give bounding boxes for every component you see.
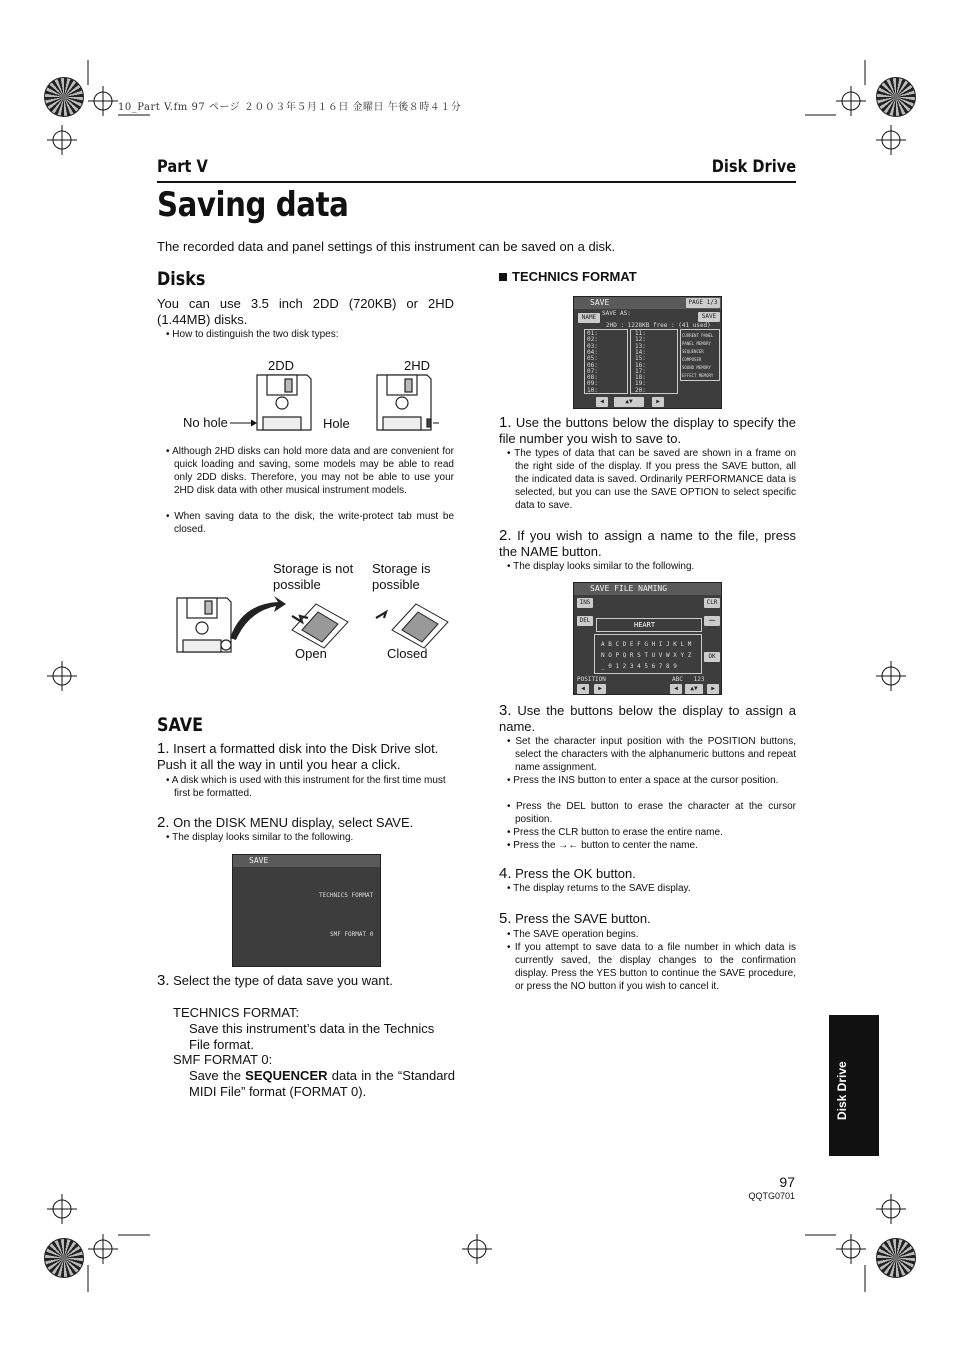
char-left-button[interactable]: ◀ bbox=[670, 684, 682, 694]
name-field[interactable] bbox=[596, 618, 702, 632]
step-number: 2. bbox=[157, 814, 170, 831]
smf-desc-post: data in the “Standard MIDI File” format (FORMAT 0). bbox=[189, 1068, 455, 1099]
save-step-3 bbox=[157, 973, 457, 989]
position-right-button[interactable]: ▶ bbox=[594, 684, 606, 694]
technics-step-5-note-1: • The SAVE operation begins. bbox=[507, 929, 639, 940]
file-slot[interactable]: 20: bbox=[635, 386, 646, 394]
file-slot[interactable]: 02: bbox=[587, 336, 598, 344]
scroll-right-button[interactable]: ▶ bbox=[652, 397, 664, 407]
technics-heading-text: TECHNICS FORMAT bbox=[512, 269, 637, 284]
clr-button[interactable]: CLR bbox=[704, 598, 720, 608]
save-step-1 bbox=[157, 741, 457, 772]
file-slot[interactable]: 10: bbox=[587, 386, 598, 394]
running-head: 10_Part V.fm 97 ページ ２００３年５月１６日 金曜日 午後８時４１分 bbox=[118, 102, 462, 113]
smf-format-label: SMF FORMAT 0: bbox=[173, 1052, 273, 1067]
technics-heading bbox=[499, 269, 637, 284]
file-slot[interactable]: 15: bbox=[635, 355, 646, 363]
position-left-button[interactable]: ◀ bbox=[577, 684, 589, 694]
step-text: Press the OK button. bbox=[515, 866, 636, 881]
name-button[interactable]: NAME bbox=[578, 313, 600, 323]
data-type: SEQUENCER bbox=[682, 349, 704, 354]
step-text: Use the buttons below the display to specify the file number you wish to save to. bbox=[499, 415, 796, 446]
file-slot[interactable]: 16: bbox=[635, 361, 646, 369]
label-2dd: 2DD bbox=[268, 358, 295, 373]
technics-step-3-note-4: • Press the CLR button to erase the entire name. bbox=[507, 827, 723, 838]
smf-format-desc bbox=[189, 1068, 455, 1100]
disks-heading: Disks bbox=[157, 268, 206, 290]
save-step-2-note: • The display looks similar to the following. bbox=[166, 832, 354, 843]
data-type: PANEL MEMORY bbox=[682, 341, 711, 346]
file-slot[interactable]: 14: bbox=[635, 348, 646, 356]
file-slot[interactable]: 09: bbox=[587, 380, 598, 388]
char-row[interactable]: _ 0 1 2 3 4 5 6 7 8 9 bbox=[601, 663, 677, 670]
step-text: Press the SAVE button. bbox=[515, 911, 651, 926]
save-step-1-note: • A disk which is used with this instrument for the first time must first be formatted. bbox=[166, 775, 446, 799]
scroll-updown-button[interactable]: ▲▼ bbox=[614, 397, 644, 407]
file-list-left bbox=[584, 329, 628, 394]
step-number: 1. bbox=[499, 414, 512, 431]
step-number: 5. bbox=[499, 910, 512, 927]
save-menu-screen bbox=[232, 854, 381, 967]
screen-title: SAVE bbox=[233, 855, 380, 867]
technics-step-3-note-1: • Set the character input position with the POSITION buttons, select the characters with the alphanumeric buttons and repeat name assignment. bbox=[507, 736, 796, 773]
doc-code: QQTG0701 bbox=[748, 1191, 795, 1201]
technics-format-label: TECHNICS FORMAT: bbox=[173, 1005, 300, 1020]
file-slot[interactable]: 08: bbox=[587, 374, 598, 382]
file-list-right bbox=[630, 329, 678, 394]
label-storage-not-2: possible bbox=[273, 577, 321, 592]
chapter-label: Disk Drive bbox=[711, 157, 796, 177]
label-2hd: 2HD bbox=[404, 358, 431, 373]
file-slot[interactable]: 18: bbox=[635, 374, 646, 382]
disks-bullet-1: • Although 2HD disks can hold more data and are convenient for quick loading and saving, some models may be able to read only 2DD disks. Therefore, you may not be able to use your 2HD disk data with other musical instrument models. bbox=[166, 446, 454, 496]
technics-step-3-note-3: • Press the DEL button to erase the character at the cursor position. bbox=[507, 801, 796, 825]
side-tab-label: Disk Drive bbox=[835, 1061, 849, 1120]
file-slot[interactable]: 19: bbox=[635, 380, 646, 388]
technics-step-3 bbox=[499, 703, 796, 734]
technics-step-5-note-2: • If you attempt to save data to a file number in which data is currently saved, the display changes to the confirmation display. Press the YES button to continue the SAVE procedure, or press the NO button if you wish to cancel it. bbox=[507, 942, 796, 992]
file-slot[interactable]: 03: bbox=[587, 342, 598, 350]
label-hole: Hole bbox=[323, 416, 350, 431]
screen-option-smf: SMF FORMAT 0 bbox=[330, 931, 374, 938]
file-slot[interactable]: 11: bbox=[635, 330, 646, 337]
technics-step-1-note: • The types of data that can be saved are shown in a frame on the right side of the display. If you press the SAVE button, all the indicated data is saved. Ordinarily PERFORMANCE data is selected, but you can use the SAVE OPTION to select specific data to save. bbox=[507, 448, 796, 511]
char-row[interactable]: N O P Q R S T U V W X Y Z bbox=[601, 652, 692, 659]
file-naming-screen bbox=[573, 582, 722, 695]
screen-option-technics: TECHNICS FORMAT bbox=[319, 892, 374, 899]
technics-format-desc: Save this instrument’s data in the Technics File format. bbox=[189, 1021, 435, 1052]
char-updown-button[interactable]: ▲▼ bbox=[685, 684, 703, 694]
data-type: CURRENT PANEL bbox=[682, 333, 714, 338]
step-number: 3. bbox=[499, 702, 512, 719]
ok-button[interactable]: OK bbox=[704, 652, 720, 662]
save-button[interactable]: SAVE bbox=[698, 312, 720, 322]
disks-paragraph: You can use 3.5 inch 2DD (720KB) or 2HD (1.44MB) disks. bbox=[157, 296, 454, 327]
step-text: If you wish to assign a name to the file, press the NAME button. bbox=[499, 528, 796, 559]
technics-step-5 bbox=[499, 911, 796, 927]
header-rule bbox=[157, 181, 796, 183]
label-open: Open bbox=[295, 646, 327, 661]
file-slot[interactable]: 04: bbox=[587, 348, 598, 356]
smf-desc-bold: SEQUENCER bbox=[245, 1068, 328, 1083]
label-closed: Closed bbox=[387, 646, 428, 661]
data-type-frame bbox=[680, 329, 720, 381]
part-label: Part V bbox=[157, 157, 208, 177]
technics-step-1 bbox=[499, 415, 796, 446]
char-right-button[interactable]: ▶ bbox=[707, 684, 719, 694]
technics-step-4-note: • The display returns to the SAVE display. bbox=[507, 883, 691, 894]
file-slot[interactable]: 12: bbox=[635, 336, 646, 344]
file-slot[interactable]: 06: bbox=[587, 361, 598, 369]
data-type: SOUND MEMORY bbox=[682, 365, 711, 370]
step-text: On the DISK MENU display, select SAVE. bbox=[173, 815, 414, 830]
name-value: HEART bbox=[634, 621, 656, 629]
del-button[interactable]: DEL bbox=[577, 616, 593, 626]
data-type: EFFECT MEMORY bbox=[682, 373, 714, 378]
page-indicator: PAGE 1/3 bbox=[686, 298, 720, 308]
technics-step-2 bbox=[499, 528, 796, 559]
technics-save-screen bbox=[573, 296, 722, 409]
page-number: 97 bbox=[779, 1174, 795, 1190]
technics-step-2-note: • The display looks similar to the following. bbox=[507, 561, 695, 572]
label-no-hole: No hole bbox=[183, 415, 228, 430]
data-type: COMPOSER bbox=[682, 357, 702, 362]
disks-bullet-2: • When saving data to the disk, the write-protect tab must be closed. bbox=[166, 511, 454, 535]
scroll-left-button[interactable]: ◀ bbox=[596, 397, 608, 407]
page-title: Saving data bbox=[157, 185, 349, 225]
step-number: 3. bbox=[157, 972, 170, 989]
step-text: Select the type of data save you want. bbox=[173, 973, 393, 988]
disks-note: • How to distinguish the two disk types: bbox=[166, 329, 339, 340]
technics-step-3-note-2: • Press the INS button to enter a space at the cursor position. bbox=[507, 775, 779, 786]
screen-title: SAVE bbox=[574, 297, 721, 309]
save-as-label: SAVE AS: bbox=[602, 310, 631, 317]
screen-title: SAVE FILE NAMING bbox=[574, 583, 721, 595]
label-storage-not-1: Storage is not bbox=[273, 561, 354, 576]
file-slot[interactable]: 13: bbox=[635, 342, 646, 350]
file-slot[interactable]: 07: bbox=[587, 367, 598, 375]
step-text: Insert a formatted disk into the Disk Drive slot. Push it all the way in until you hear a click. bbox=[157, 741, 439, 772]
abc-123-label: ABC 123 bbox=[672, 676, 705, 683]
intro-text: The recorded data and panel settings of this instrument can be saved on a disk. bbox=[157, 239, 616, 254]
file-slot[interactable]: 17: bbox=[635, 367, 646, 375]
smf-desc-pre: Save the bbox=[189, 1068, 246, 1083]
save-heading: SAVE bbox=[157, 714, 204, 736]
position-label: POSITION bbox=[577, 676, 606, 683]
label-storage-ok-2: possible bbox=[372, 577, 420, 592]
square-bullet-icon bbox=[499, 273, 507, 281]
technics-step-3-note-5: • Press the →← button to center the name. bbox=[507, 840, 698, 851]
file-slot[interactable]: 05: bbox=[587, 355, 598, 363]
step-number: 4. bbox=[499, 865, 512, 882]
save-step-2 bbox=[157, 815, 457, 831]
step-text: Use the buttons below the display to assign a name. bbox=[499, 703, 796, 734]
center-button[interactable]: →← bbox=[704, 616, 720, 626]
label-storage-ok-1: Storage is bbox=[372, 561, 431, 576]
character-grid bbox=[594, 634, 702, 674]
step-number: 2. bbox=[499, 527, 512, 544]
disk-info: 2HD : 1228KB free : (41 used) bbox=[606, 322, 711, 329]
technics-step-4 bbox=[499, 866, 796, 882]
char-row[interactable]: A B C D E F G H I J K L M bbox=[601, 641, 692, 648]
ins-button[interactable]: INS bbox=[577, 598, 593, 608]
file-slot[interactable]: 01: bbox=[587, 330, 598, 337]
step-number: 1. bbox=[157, 740, 170, 757]
